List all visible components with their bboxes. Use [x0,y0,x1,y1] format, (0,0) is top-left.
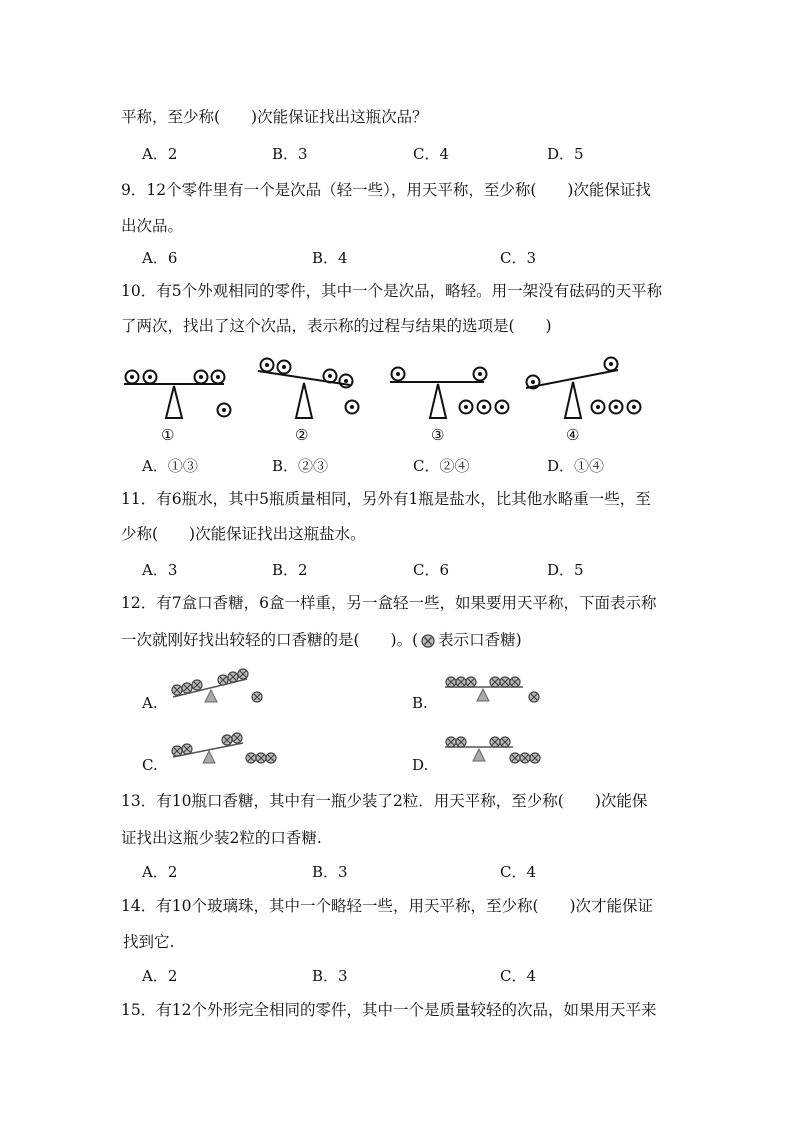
q12-stem-line1: 12．有7盒口香糖，6盒一样重，另一盒轻一些，如果要用天平称，下面表示称 [121,594,657,612]
balance-fulcrum [565,382,581,418]
q8-stem-line2: 平称，至少称( )次能保证找出这瓶次品？ [121,108,428,126]
q10-figure-label-3: ③ [431,426,445,444]
q8-option-b[interactable]: B．3 [272,145,308,163]
q10-stem-line1: 10．有5个外观相同的零件，其中一个是次品，略轻。用一架没有砝码的天平称 [121,282,663,300]
q10-figure-label-4: ④ [566,426,580,444]
q9-option-c[interactable]: C．3 [500,249,537,267]
q11-option-d[interactable]: D．5 [547,561,584,579]
balance-fulcrum [296,383,312,418]
q9-stem-line1: 9．12个零件里有一个是次品（轻一些），用天平称，至少称( )次能保证找 [121,181,651,199]
q11-option-a[interactable]: A．3 [142,561,178,579]
q13-option-c[interactable]: C．4 [500,863,537,881]
q12-option-d-letter[interactable]: D. [412,756,429,774]
q8-option-c[interactable]: C．4 [413,145,450,163]
q14-option-b[interactable]: B．3 [312,967,348,985]
q12-figure-c [172,733,276,763]
q10-figure-4 [526,358,641,419]
q13-option-a[interactable]: A．2 [142,863,178,881]
q12-stem-line2-before: 一次就刚好找出较轻的口香糖的是( )。( [121,631,419,649]
q15-stem-line1: 15．有12个外形完全相同的零件，其中一个是质量较轻的次品，如果用天平来 [121,1001,657,1019]
q10-figure-2 [258,359,359,419]
q10-balance-figures [118,350,658,445]
q10-stem-line2: 了两次，找出了这个次品，表示称的过程与结果的选项是( ) [121,317,552,335]
q12-option-c-letter[interactable]: C. [142,756,158,774]
q8-option-d[interactable]: D．5 [547,145,584,163]
q12-option-a-letter[interactable]: A. [142,694,158,712]
q12-stem-line2-after: 表示口香糖) [438,631,522,649]
q8-option-a[interactable]: A．2 [142,145,178,163]
q9-stem-line2: 出次品。 [121,217,184,235]
q12-balance-figures [165,665,555,775]
q13-stem-line1: 13．有10瓶口香糖，其中有一瓶少装了2粒．用天平称，至少称( )次能保 [121,792,648,810]
q10-option-b[interactable]: B．②③ [272,457,329,475]
q9-option-b[interactable]: B．4 [312,249,348,267]
q13-stem-line2: 证找出这瓶少装2粒的口香糖. [121,829,322,847]
q12-figure-a [172,669,262,702]
balance-fulcrum [430,384,446,418]
q10-figure-label-2: ② [295,426,309,444]
q10-option-c[interactable]: C．②④ [413,457,470,475]
q14-option-c[interactable]: C．4 [500,967,537,985]
q10-option-a[interactable]: A．①③ [142,457,198,475]
q10-option-d[interactable]: D．①④ [547,457,605,475]
q10-figure-3 [390,368,509,419]
q14-option-a[interactable]: A．2 [142,967,178,985]
q12-option-b-letter[interactable]: B. [412,694,428,712]
q11-option-b[interactable]: B．2 [272,561,308,579]
q10-figure-1 [124,371,231,419]
q12-stem-line2 [121,630,522,650]
gum-legend-icon [420,633,436,649]
q12-figure-b [445,677,539,702]
balance-fulcrum [166,386,182,418]
q13-option-b[interactable]: B．3 [312,863,348,881]
q11-stem-line2: 少称( )次能保证找出这瓶盐水。 [121,525,366,543]
q11-option-c[interactable]: C．6 [413,561,450,579]
q14-stem-line2: 找到它. [123,933,175,951]
q10-figure-label-1: ① [161,426,175,444]
q9-option-a[interactable]: A．6 [142,249,178,267]
q11-stem-line1: 11．有6瓶水，其中5瓶质量相同，另外有1瓶是盐水，比其他水略重一些，至 [121,490,651,508]
q12-figure-d [445,737,540,763]
q14-stem-line1: 14．有10个玻璃珠，其中一个略轻一些，用天平称，至少称( )次才能保证 [121,897,654,915]
